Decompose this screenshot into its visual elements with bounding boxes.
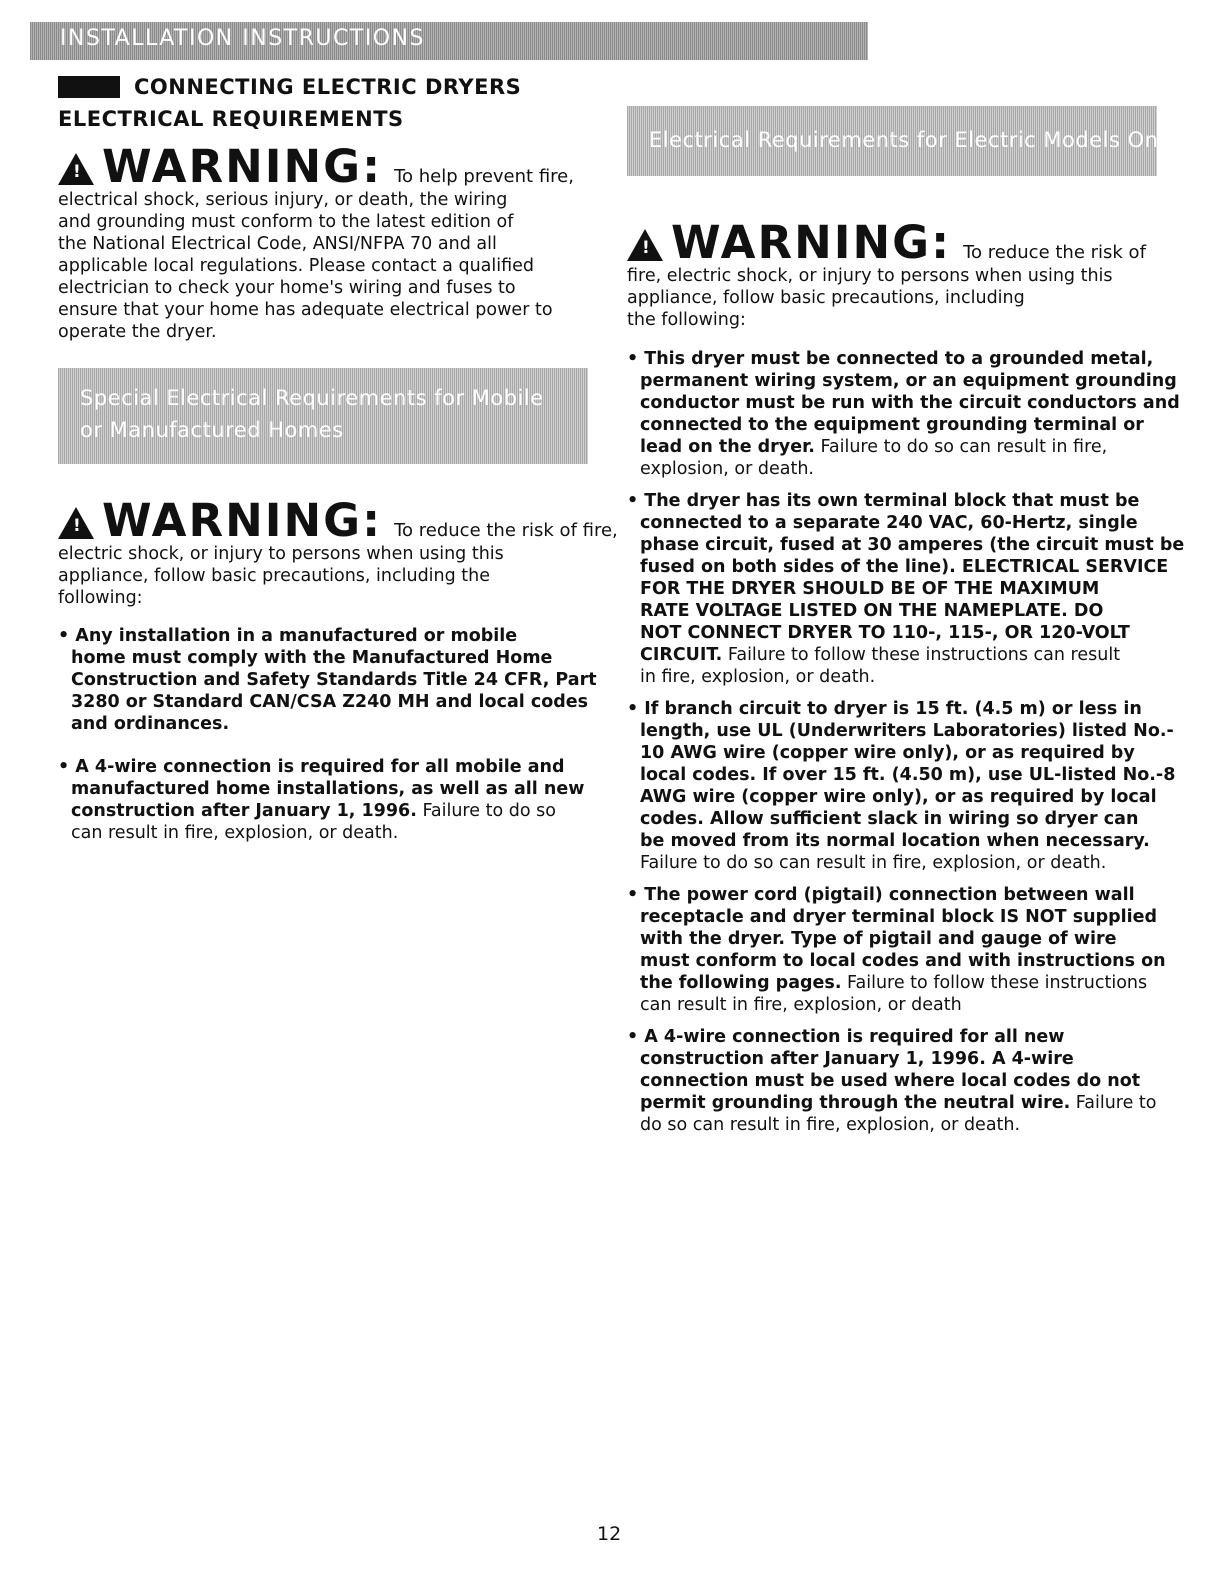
bullet-line: permit grounding through the neutral wire. Failure to [640, 1093, 1157, 1113]
banner-title: INSTALLATION INSTRUCTIONS [60, 26, 426, 51]
bullet-line: lead on the dryer. Failure to do so can result in fire, [640, 437, 1108, 457]
warning-3-heading [627, 216, 1146, 269]
warning-triangle-icon [58, 507, 94, 539]
text-line: the National Electrical Code, ANSI/NFPA 70 and all [58, 234, 497, 254]
warning-1-heading [58, 140, 574, 193]
text-line: appliance, follow basic precautions, including the [58, 566, 491, 586]
text-line: electrical shock, serious injury, or death, the wiring [58, 190, 508, 210]
bullet-line: connected to the equipment grounding terminal or [640, 415, 1144, 435]
warning-text-start: To reduce the risk of fire, [394, 520, 618, 541]
warning-triangle-icon [627, 229, 663, 261]
bullet-line: RATE VOLTAGE LISTED ON THE NAMEPLATE. DO [640, 601, 1104, 621]
warning-2-heading [58, 494, 618, 547]
warning-3-body [627, 265, 1146, 331]
bullet-line: length, use UL (Underwriters Laboratories) listed No.- [640, 721, 1174, 741]
bullet-line: 10 AWG wire (copper wire only), or as required by [640, 743, 1135, 763]
bullet-line: NOT CONNECT DRYER TO 110-, 115-, OR 120-VOLT [640, 623, 1130, 643]
left-bullet-1 [58, 625, 597, 735]
bullet-line: 3280 or Standard CAN/CSA Z240 MH and local codes [71, 692, 589, 712]
bullet-line: phase circuit, fused at 30 amperes (the circuit must be [640, 535, 1185, 555]
warning-block-2 [58, 494, 618, 609]
bullet-line: receptacle and dryer terminal block IS NOT supplied [640, 907, 1158, 927]
box-title-line: or Manufactured Homes [80, 418, 344, 442]
section-heading [58, 74, 521, 100]
electric-models-box [627, 106, 1178, 176]
warning-2-body [58, 543, 618, 609]
right-bullet-1 [627, 348, 1180, 480]
text-line: following: [58, 588, 143, 608]
bullet-line: codes. Allow sufficient slack in wiring so dryer can [640, 809, 1139, 829]
bullet-line: must conform to local codes and with instructions on [640, 951, 1166, 971]
bullet-line: • A 4-wire connection is required for all new [627, 1027, 1065, 1047]
bullet-line: permanent wiring system, or an equipment grounding [640, 371, 1177, 391]
bullet-line: home must comply with the Manufactured Home [71, 648, 553, 668]
bullet-line: manufactured home installations, as well as all new [71, 779, 585, 799]
bullet-line: • The power cord (pigtail) connection between wall [627, 885, 1135, 905]
text-line: the following: [627, 310, 746, 330]
right-bullet-5 [627, 1026, 1157, 1136]
box-title-line: Electrical Requirements for Electric Models Only [649, 128, 1178, 152]
text-line: appliance, follow basic precautions, including [627, 288, 1025, 308]
bullet-line: construction after January 1, 1996. A 4-wire [640, 1049, 1074, 1069]
bullet-line: explosion, or death. [640, 459, 814, 479]
bullet-line: do so can result in fire, explosion, or death. [640, 1115, 1021, 1135]
text-line: applicable local regulations. Please contact a qualified [58, 256, 535, 276]
warning-block-1 [58, 140, 574, 343]
section-subtitle: ELECTRICAL REQUIREMENTS [58, 107, 404, 131]
bullet-line: connection must be used where local codes do not [640, 1071, 1141, 1091]
bullet-line: can result in fire, explosion, or death [640, 995, 962, 1015]
section-title: CONNECTING ELECTRIC DRYERS [134, 75, 522, 99]
text-line: ensure that your home has adequate electrical power to [58, 300, 553, 320]
bullet-line: CIRCUIT. Failure to follow these instructions can result [640, 645, 1121, 665]
bullet-line: construction after January 1, 1996. Failure to do so [71, 801, 556, 821]
right-bullet-4 [627, 884, 1166, 1016]
bullet-line: • A 4-wire connection is required for all mobile and [58, 757, 565, 777]
bullet-line: and ordinances. [71, 714, 230, 734]
bullet-line: Failure to do so can result in fire, explosion, or death. [640, 853, 1107, 873]
bullet-line: • The dryer has its own terminal block that must be [627, 491, 1140, 511]
bullet-line: in fire, explosion, or death. [640, 667, 876, 687]
mobile-homes-box [58, 368, 588, 464]
section-marker [58, 76, 120, 98]
bullet-line: fused on both sides of the line). ELECTRICAL SERVICE [640, 557, 1169, 577]
text-line: operate the dryer. [58, 322, 217, 342]
right-bullet-3 [627, 698, 1175, 874]
bullet-line: can result in fire, explosion, or death. [71, 823, 399, 843]
header-banner [30, 22, 868, 60]
bullet-line: AWG wire (copper wire only), or as required by local [640, 787, 1157, 807]
left-bullet-2 [58, 756, 584, 844]
warning-label: WARNING: [671, 216, 952, 269]
bullet-line: Construction and Safety Standards Title 24 CFR, Part [71, 670, 597, 690]
text-line: and grounding must conform to the latest edition of [58, 212, 514, 232]
bullet-line: the following pages. Failure to follow these instructions [640, 973, 1148, 993]
bullet-line: local codes. If over 15 ft. (4.50 m), use UL-listed No.-8 [640, 765, 1176, 785]
bullet-line: with the dryer. Type of pigtail and gauge of wire [640, 929, 1117, 949]
page-number: 12 [597, 1523, 622, 1545]
bullet-line: connected to a separate 240 VAC, 60-Hertz, single [640, 513, 1138, 533]
bullet-line: • Any installation in a manufactured or mobile [58, 626, 518, 646]
text-line: electrician to check your home's wiring and fuses to [58, 278, 516, 298]
text-line: electric shock, or injury to persons when using this [58, 544, 504, 564]
bullet-line: • If branch circuit to dryer is 15 ft. (4.5 m) or less in [627, 699, 1142, 719]
right-bullet-2 [627, 490, 1184, 688]
bullet-line: conductor must be run with the circuit conductors and [640, 393, 1180, 413]
warning-label: WARNING: [102, 140, 383, 193]
text-line: fire, electric shock, or injury to persons when using this [627, 266, 1113, 286]
warning-text-start: To reduce the risk of [963, 242, 1146, 263]
warning-1-body [58, 189, 574, 343]
warning-label: WARNING: [102, 494, 383, 547]
box-title-line: Special Electrical Requirements for Mobile [80, 386, 544, 410]
warning-text-start: To help prevent fire, [394, 166, 574, 187]
warning-block-3 [627, 216, 1146, 331]
bullet-line: • This dryer must be connected to a grounded metal, [627, 349, 1154, 369]
bullet-line: be moved from its normal location when necessary. [640, 831, 1150, 851]
warning-triangle-icon [58, 153, 94, 185]
bullet-line: FOR THE DRYER SHOULD BE OF THE MAXIMUM [640, 579, 1100, 599]
